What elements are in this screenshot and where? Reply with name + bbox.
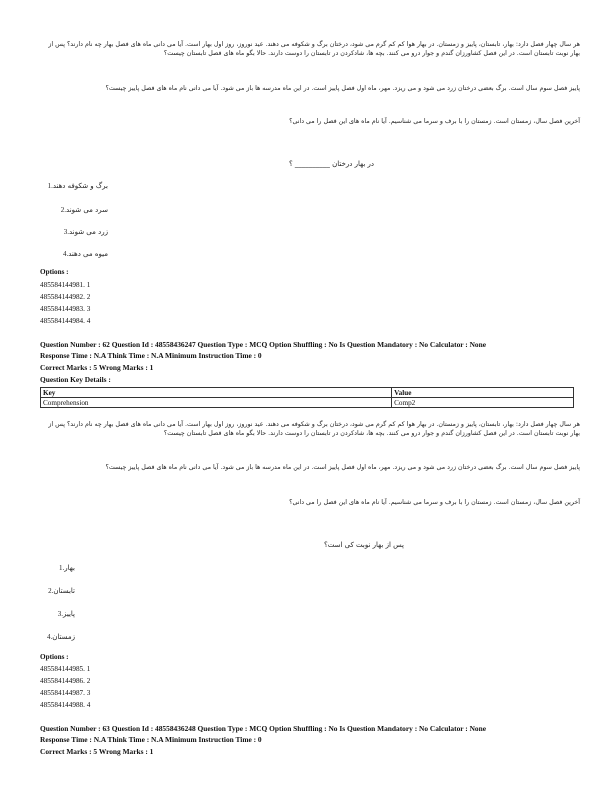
option-id-1: 485584144985. 1 [40, 665, 91, 673]
option-id-3: 485584144983. 3 [40, 305, 91, 313]
passage-paragraph-3: آخرین فصل سال، زمستان است. زمستان را با برف و سرما می شناسیم. آیا نام ماه های این فصل را می دانی؟ [289, 118, 580, 125]
table-header-value: Value [392, 388, 574, 398]
passage-paragraph-2: پاییز فصل سوم سال است. برگ بعضی درختان زرد می شود و می ریزد. مهر، ماه اول فصل پاییز است. در این ماه مدرسه ها باز می شود. آیا می دانی نام ماه های فصل پاییز چیست؟ [105, 85, 580, 92]
key-details-label: Question Key Details : [40, 375, 111, 384]
option-id-1: 485584144981. 1 [40, 281, 91, 289]
question-header: Question Number : 63 Question Id : 48558436248 Question Type : MCQ Option Shuffling : No Is Question Mandatory : No Calculator : None [40, 724, 486, 733]
passage-paragraph-1-repeat: هر سال چهار فصل دارد: بهار، تابستان، پاییز و زمستان. در بهار هوا کم کم گرم می شود، درختان برگ و شکوفه می دهند. عید نوروز، روز اول بهار است. آیا می دانی ماه های فصل بهار چه نام دارند؟ پس از بهار نوبت تابستان است. در این فصل کشاورزان گندم و جوار درو می کنند. بچه ها، شادکردن در تابستان را دوست دارند. حالا بگو ماه های فصل تابستان چیست؟ [48, 421, 580, 437]
choice-1: برگ و شکوفه دهند.1 [47, 182, 108, 190]
option-id-4: 485584144984. 4 [40, 317, 91, 325]
table-header-row [41, 388, 574, 398]
passage-paragraph-1: هر سال چهار فصل دارد: بهار، تابستان، پاییز و زمستان. در بهار هوا کم کم گرم می شود، درختان برگ و شکوفه می دهند. عید نوروز، روز اول بهار است. آیا می دانی ماه های فصل بهار چه نام دارند؟ پس از بهار نوبت تابستان است. در این فصل کشاورزان گندم و جوار درو می کنند. بچه ها، شادکردن در تابستان را دوست دارند. حالا بگو ماه های فصل تابستان چیست؟ [48, 41, 580, 57]
table-cell-value: Comp2 [392, 398, 574, 408]
choice-3: زرد می شوند.3 [63, 228, 108, 236]
question-text: در بهار درختان __________ ؟ [288, 160, 374, 168]
table-row [41, 398, 574, 408]
question-header: Question Number : 62 Question Id : 48558436247 Question Type : MCQ Option Shuffling : No Is Question Mandatory : No Calculator : None [40, 340, 486, 349]
response-time-line: Response Time : N.A Think Time : N.A Minimum Instruction Time : 0 [40, 735, 262, 744]
options-label: Options : [40, 268, 69, 276]
choice-4: میوه می دهند.4 [62, 250, 108, 258]
table-header-key: Key [41, 388, 392, 398]
choice-4: زمستان.4 [46, 633, 75, 641]
marks-line: Correct Marks : 5 Wrong Marks : 1 [40, 363, 154, 372]
passage-paragraph-3-repeat: آخرین فصل سال، زمستان است. زمستان را با برف و سرما می شناسیم. آیا نام ماه های این فصل را می دانی؟ [289, 499, 580, 506]
marks-line: Correct Marks : 5 Wrong Marks : 1 [40, 747, 154, 756]
option-id-2: 485584144982. 2 [40, 293, 91, 301]
key-details-table [40, 387, 574, 408]
passage-paragraph-2-repeat: پاییز فصل سوم سال است. برگ بعضی درختان زرد می شود و می ریزد. مهر، ماه اول فصل پاییز است. در این ماه مدرسه ها باز می شود. آیا می دانی نام ماه های فصل پاییز چیست؟ [105, 464, 580, 471]
choice-3: پاییز.3 [57, 610, 75, 618]
choice-2: تابستان.2 [48, 587, 75, 595]
option-id-3: 485584144987. 3 [40, 689, 91, 697]
option-id-4: 485584144988. 4 [40, 701, 91, 709]
choice-1: بهار.1 [59, 564, 75, 572]
table-cell-key: Comprehension [41, 398, 392, 408]
option-id-2: 485584144986. 2 [40, 677, 91, 685]
choice-2: سرد می شوند.2 [60, 206, 108, 214]
response-time-line: Response Time : N.A Think Time : N.A Minimum Instruction Time : 0 [40, 351, 262, 360]
question-text: پس از بهار نوبت کی است؟ [324, 541, 404, 549]
options-label: Options : [40, 653, 69, 661]
